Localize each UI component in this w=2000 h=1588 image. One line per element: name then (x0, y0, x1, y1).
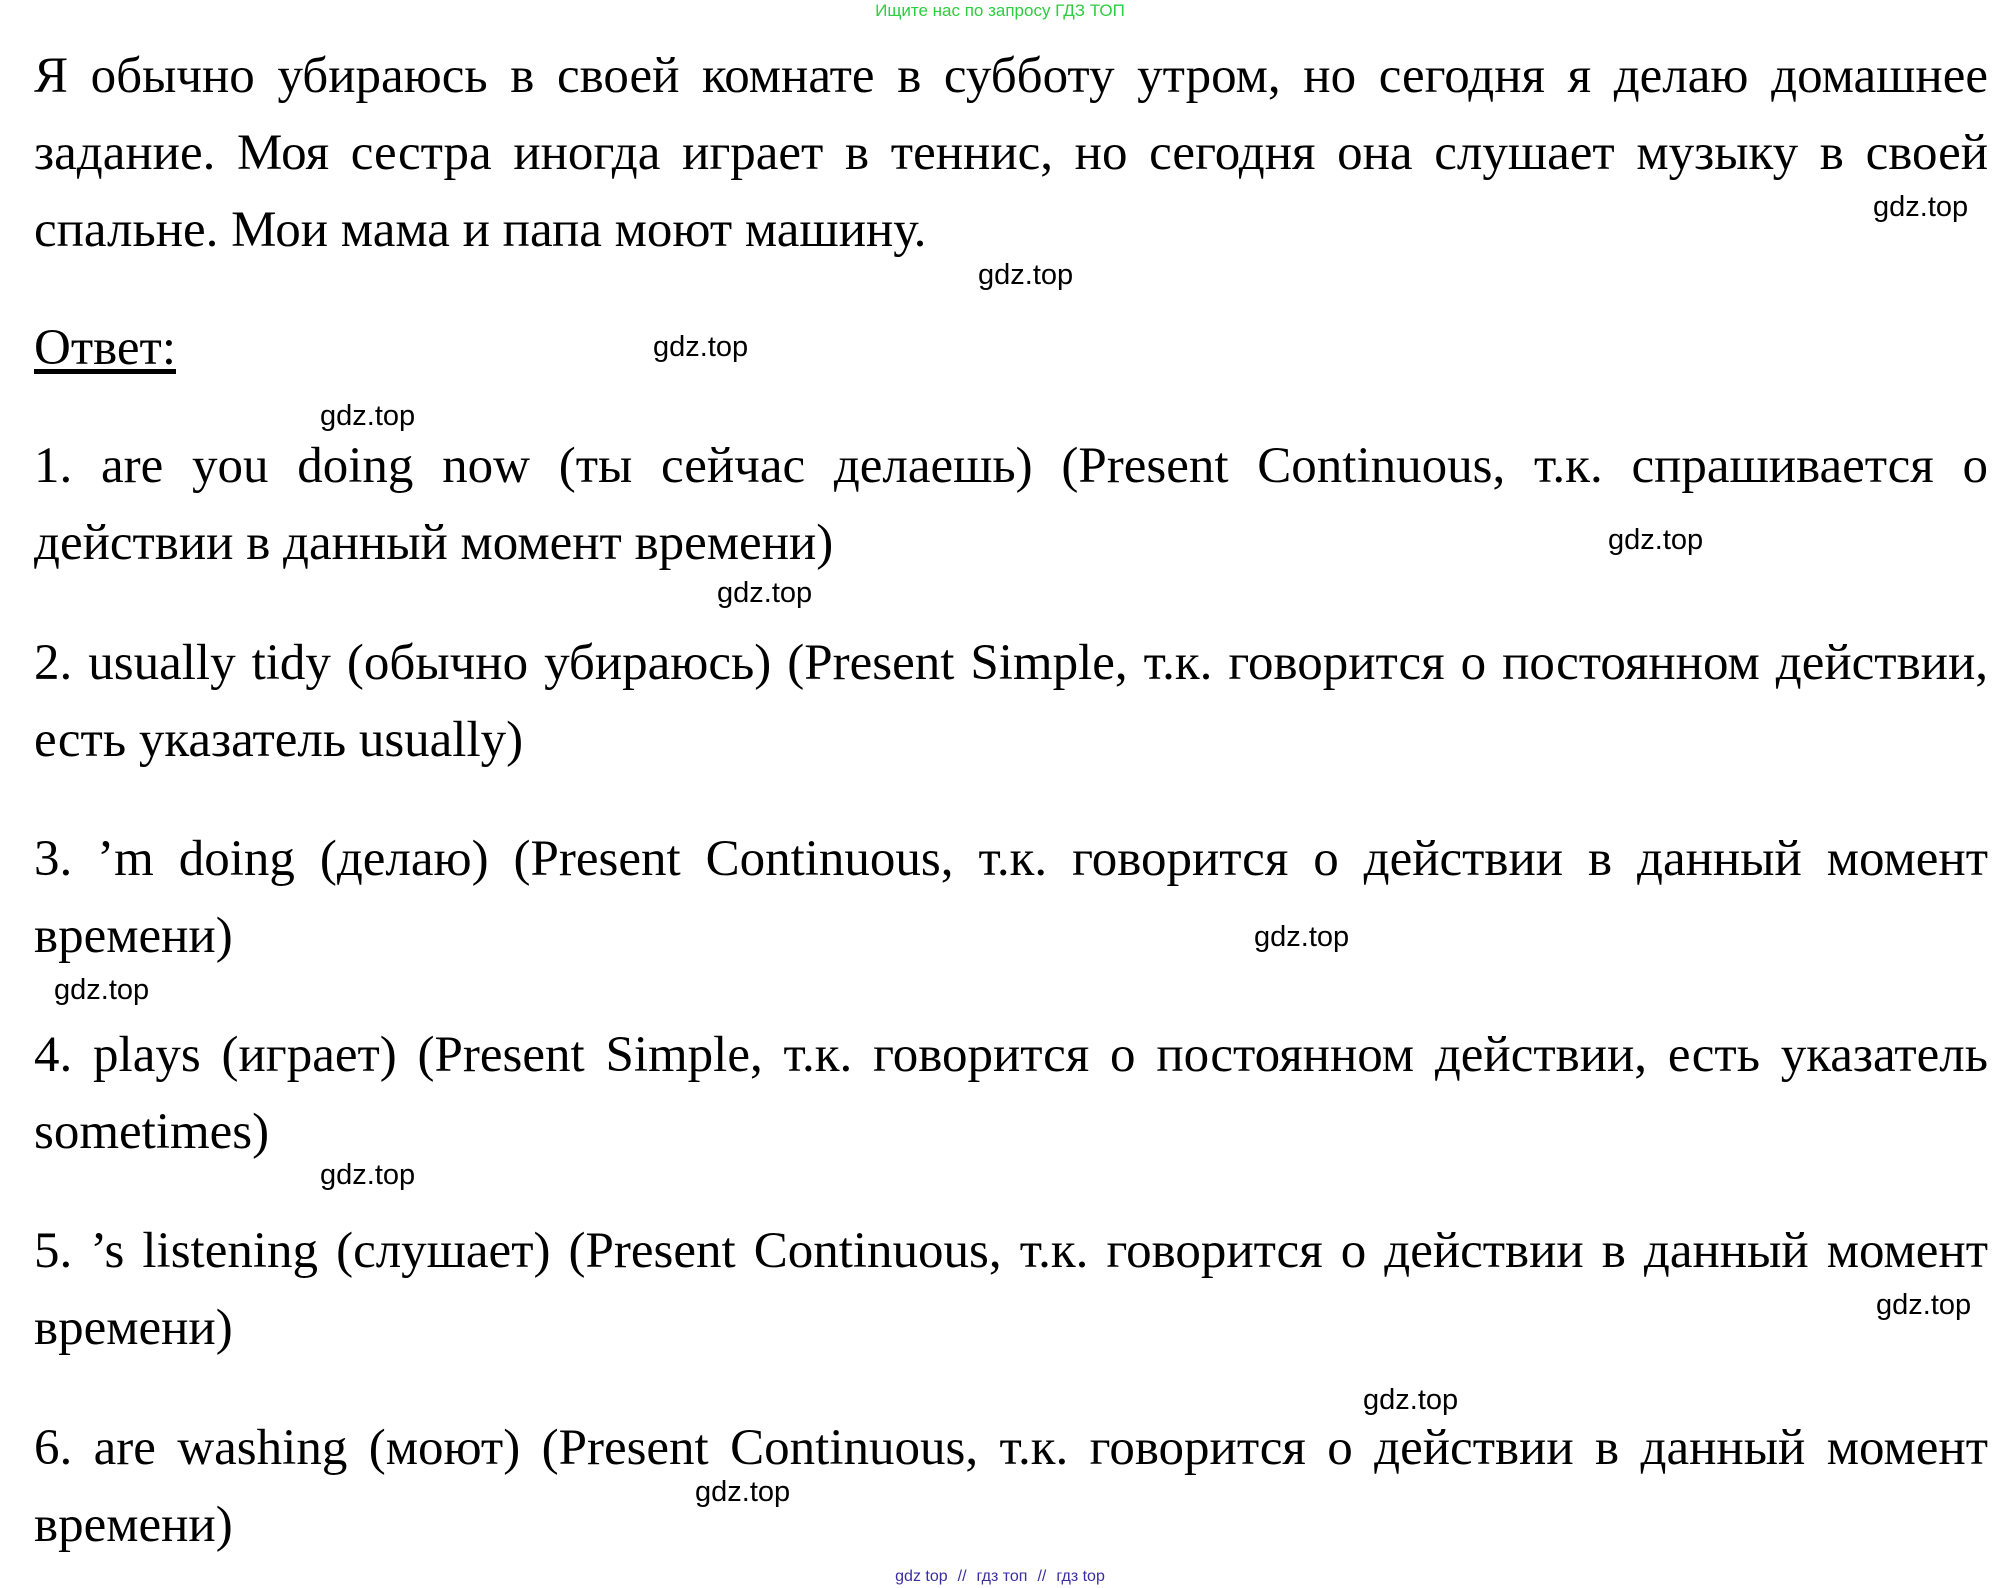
watermark: gdz.top (1608, 524, 1704, 556)
answer-item-3: 3. ’m doing (делаю) (Present Continuous, т.к. говорится о действии в данный момент времени) (34, 831, 1988, 964)
watermark: gdz.top (320, 400, 416, 432)
watermark: gdz.top (695, 1476, 791, 1508)
footer-link-gdz-top-ru[interactable]: гдз топ (976, 1568, 1028, 1585)
watermark: gdz.top (717, 577, 813, 609)
watermark: gdz.top (1363, 1384, 1459, 1416)
answer-item-5: 5. ’s listening (слушает) (Present Continuous, т.к. говорится о действии в данный момент времени) (34, 1223, 1988, 1356)
watermark: gdz.top (54, 974, 150, 1006)
watermark: gdz.top (1876, 1289, 1972, 1321)
answer-item-6: 6. are washing (моют) (Present Continuous, т.к. говорится о действии в данный момент времени) (34, 1420, 1988, 1553)
answer-item-1: 1. are you doing now (ты сейчас делаешь) (Present Continuous, т.к. спрашивается о действии в данный момент времени) (34, 438, 1988, 571)
footer-link-gdz-top-mixed[interactable]: гдз top (1056, 1568, 1105, 1585)
intro-paragraph: Я обычно убираюсь в своей комнате в субботу утром, но сегодня я делаю домашнее задание. Моя сестра иногда играет в теннис, но сегодня она слушает музыку в своей спальне. Мои мама и папа моют машину. (34, 48, 1988, 258)
footer-separator: // (1037, 1568, 1047, 1585)
footer-link-gdz-top[interactable]: gdz top (895, 1568, 948, 1585)
watermark: gdz.top (320, 1159, 416, 1191)
watermark: gdz.top (653, 331, 749, 363)
answer-item-4: 4. plays (играет) (Present Simple, т.к. говорится о постоянном действии, есть указатель sometimes) (34, 1027, 1988, 1160)
footer-links (0, 1566, 2000, 1588)
answer-item-2: 2. usually tidy (обычно убираюсь) (Present Simple, т.к. говорится о постоянном действии, есть указатель usually) (34, 635, 1988, 768)
watermark: gdz.top (978, 259, 1074, 291)
top-banner: Ищите нас по запросу ГДЗ ТОП (875, 1, 1125, 20)
answer-label: Ответ: (34, 320, 176, 376)
watermark: gdz.top (1254, 921, 1350, 953)
footer-separator: // (957, 1568, 967, 1585)
watermark: gdz.top (1873, 191, 1969, 223)
